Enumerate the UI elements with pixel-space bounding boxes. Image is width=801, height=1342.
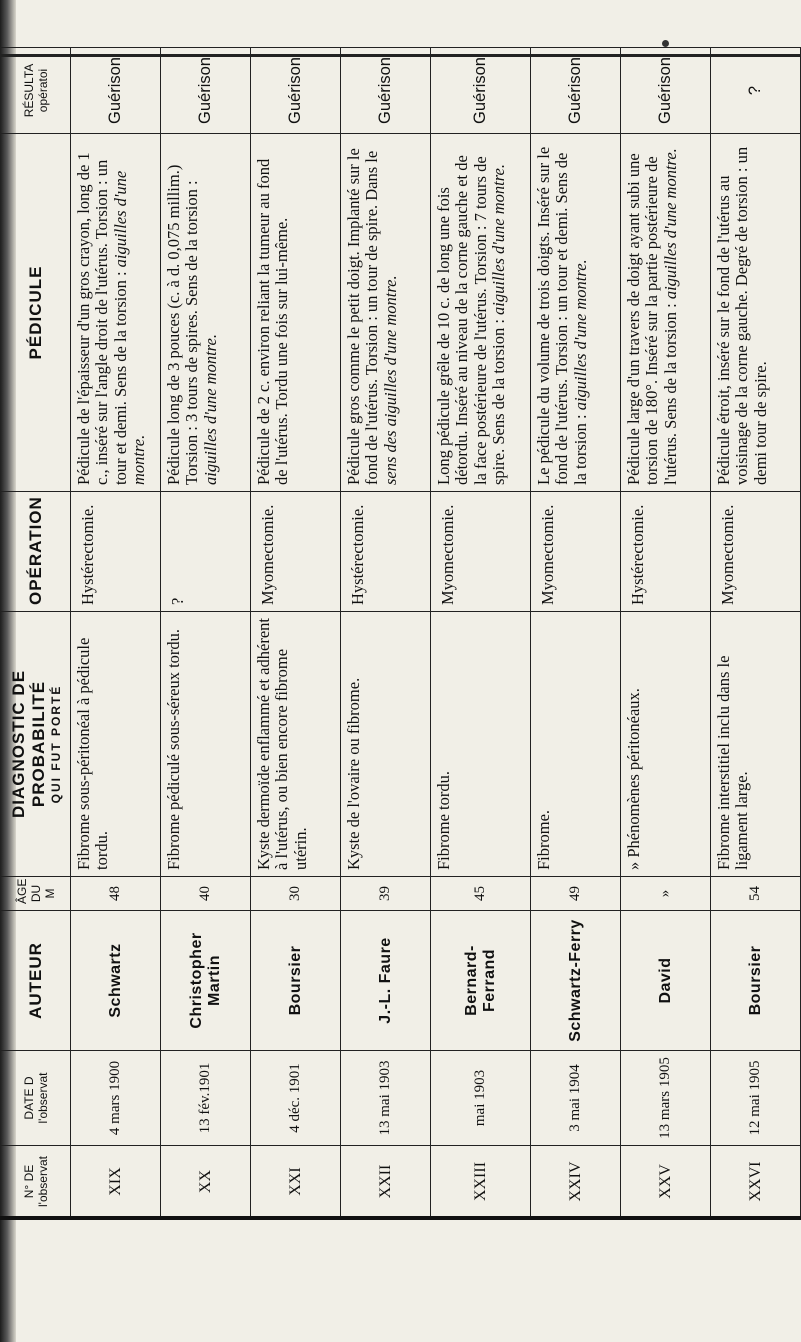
- rotated-table-wrapper: [0, 48, 795, 1218]
- pedicle-sense-prefix: Sens de la torsion :: [552, 152, 590, 485]
- result-cell: Guérison: [341, 48, 431, 134]
- pedicle-cell: [341, 134, 431, 492]
- table-row: [341, 48, 431, 1218]
- observation-author: Boursier: [251, 911, 341, 1051]
- observation-date: 4 déc. 1901: [251, 1051, 341, 1146]
- diagnosis-cell: Fibrome pédiculé sous-séreux tordu.: [161, 612, 251, 877]
- header-age: ÂGE DU M: [1, 877, 71, 911]
- observation-date: mai 1903: [431, 1051, 531, 1146]
- pedicle-sense-prefix: Dans le: [362, 150, 382, 201]
- pedicle-sense-prefix: Sens de la torsion :: [110, 271, 130, 398]
- pedicle-text: Pédicule de l'épaisseur d'un gros crayon, long de 1 c., inséré sur l'angle droit de l'utérus. Torsion : un tour et demi.: [74, 152, 130, 485]
- table-row: [531, 48, 621, 1218]
- diagnosis-cell: » Phénomènes péritonéaux.: [621, 612, 711, 877]
- diagnosis-cell: Fibrome.: [531, 612, 621, 877]
- observation-number: XXI: [251, 1146, 341, 1218]
- patient-age: 48: [71, 877, 161, 911]
- patient-age: 49: [531, 877, 621, 911]
- header-num: N° DE l'observat: [1, 1146, 71, 1218]
- table-row: [71, 48, 161, 1218]
- pedicle-cell: [251, 134, 341, 492]
- header-operation: OPÉRATION: [1, 492, 71, 612]
- diagnosis-cell: Fibrome sous-péritonéal à pédicule tordu.: [71, 612, 161, 877]
- result-cell: Guérison: [431, 48, 531, 134]
- result-cell: Guérison: [71, 48, 161, 134]
- header-row: [1, 48, 71, 1218]
- observation-date: 4 mars 1900: [71, 1051, 161, 1146]
- pedicle-cell: [621, 134, 711, 492]
- scan-mark: [662, 40, 669, 47]
- operation-cell: ?: [161, 492, 251, 612]
- observation-author: J.-L. Faure: [341, 911, 431, 1051]
- operation-cell: Myomectomie.: [251, 492, 341, 612]
- observation-author: David: [621, 911, 711, 1051]
- patient-age: 39: [341, 877, 431, 911]
- patient-age: »: [621, 877, 711, 911]
- diagnosis-cell: Kyste de l'ovaire ou fibrome.: [341, 612, 431, 877]
- operation-cell: Myomectomie.: [711, 492, 801, 612]
- table-row: [711, 48, 801, 1218]
- diagnosis-cell: Kyste dermoïde enflammé et adhérent à l'utérus, ou bien encore fibrome utérin.: [251, 612, 341, 877]
- observation-date: 13 mars 1905: [621, 1051, 711, 1146]
- result-cell: Guérison: [621, 48, 711, 134]
- patient-age: 40: [161, 877, 251, 911]
- observation-date: 13 mai 1903: [341, 1051, 431, 1146]
- observation-number: XXVI: [711, 1146, 801, 1218]
- observations-table: [0, 47, 801, 1218]
- operation-cell: Myomectomie.: [531, 492, 621, 612]
- operation-cell: Myomectomie.: [431, 492, 531, 612]
- pedicle-text: Pédicule large d'un travers de doigt ayant subi une torsion de 180°. Inséré sur la partie postérieure de l'utérus.: [624, 153, 680, 485]
- observation-number: XXIV: [531, 1146, 621, 1218]
- patient-age: 45: [431, 877, 531, 911]
- observation-date: 3 mai 1904: [531, 1051, 621, 1146]
- patient-age: 30: [251, 877, 341, 911]
- observation-number: XXIII: [431, 1146, 531, 1218]
- pedicle-cell: [431, 134, 531, 492]
- header-author: AUTEUR: [1, 911, 71, 1051]
- observation-author: Christopher Martin: [161, 911, 251, 1051]
- table-row: [251, 48, 341, 1218]
- header-date: DATE D l'observat: [1, 1051, 71, 1146]
- observation-author: Schwartz: [71, 911, 161, 1051]
- bottom-rule: [0, 1216, 801, 1220]
- observation-author: Bernard-Ferrand: [431, 911, 531, 1051]
- observation-date: 12 mai 1905: [711, 1051, 801, 1146]
- pedicle-text: Pédicule de 2 c. environ reliant la tumeur au fond de l'utérus. Tordu une fois sur lui-même.: [254, 158, 292, 485]
- pedicle-cell: [531, 134, 621, 492]
- table-row: [621, 48, 711, 1218]
- observation-author: Schwartz-Ferry: [531, 911, 621, 1051]
- pedicle-text: Long pédicule grêle de 10 c. de long une fois détordu. Inséré au niveau de la corne gauche et de la face postérieure de l'utérus. Torsion : 7 tours de spire.: [434, 155, 509, 485]
- operation-cell: Hystérectomie.: [621, 492, 711, 612]
- pedicle-sense: aiguilles d'une montre.: [110, 170, 149, 485]
- observation-number: XX: [161, 1146, 251, 1218]
- pedicle-text: Pédicule étroit, inséré sur le fond de l'utérus au voisinage de la corne gauche. Degré de torsion : un demi tour de spire.: [714, 146, 770, 485]
- observation-number: XIX: [71, 1146, 161, 1218]
- pedicle-sense-prefix: Sens de la torsion :: [660, 303, 680, 429]
- observation-author: Boursier: [711, 911, 801, 1051]
- observation-number: XXV: [621, 1146, 711, 1218]
- pedicle-text: Pédicule gros comme le petit doigt. Implanté sur le fond de l'utérus. Torsion : un tour de spire.: [344, 148, 382, 485]
- pedicle-text: Le pédicule du volume de trois doigts. Inséré sur le fond de l'utérus. Torsion : un tour et demi.: [534, 146, 572, 485]
- pedicle-sense-prefix: Sens de la torsion :: [182, 180, 202, 307]
- pedicle-text: Pédicule long de 3 pouces (c. à d. 0,075 millim.) Torsion : 3 tours de spires.: [164, 164, 202, 485]
- result-cell: Guérison: [161, 48, 251, 134]
- pedicle-sense: aiguilles d'une montre.: [570, 259, 590, 411]
- operation-cell: Hystérectomie.: [71, 492, 161, 612]
- pedicle-sense: aiguilles d'une montre.: [489, 164, 509, 315]
- pedicle-cell: [161, 134, 251, 492]
- pedicle-cell: [711, 134, 801, 492]
- operation-cell: Hystérectomie.: [341, 492, 431, 612]
- observation-date: 13 fév.1901: [161, 1051, 251, 1146]
- result-cell: ?: [711, 48, 801, 134]
- table-row: [161, 48, 251, 1218]
- table-row: [431, 48, 531, 1218]
- diagnosis-cell: Fibrome tordu.: [431, 612, 531, 877]
- pedicle-sense: aiguilles d'une montre.: [200, 334, 220, 485]
- header-diagnosis: DIAGNOSTIC DE PROBABILITÉ QUI FUT PORTÉ: [1, 612, 71, 877]
- result-cell: Guérison: [251, 48, 341, 134]
- pedicle-sense: aiguilles d'une montre.: [660, 148, 680, 300]
- diagnosis-cell: Fibrome interstitiel inclu dans le ligament large.: [711, 612, 801, 877]
- patient-age: 54: [711, 877, 801, 911]
- pedicle-cell: [71, 134, 161, 492]
- pedicle-sense-prefix: Sens de la torsion :: [489, 319, 509, 445]
- header-pedicle: PÉDICULE: [1, 134, 71, 492]
- header-result: RÉSULTA opératoi: [1, 48, 71, 134]
- observation-number: XXII: [341, 1146, 431, 1218]
- pedicle-sense: sens des aiguilles d'une montre.: [380, 275, 400, 485]
- result-cell: Guérison: [531, 48, 621, 134]
